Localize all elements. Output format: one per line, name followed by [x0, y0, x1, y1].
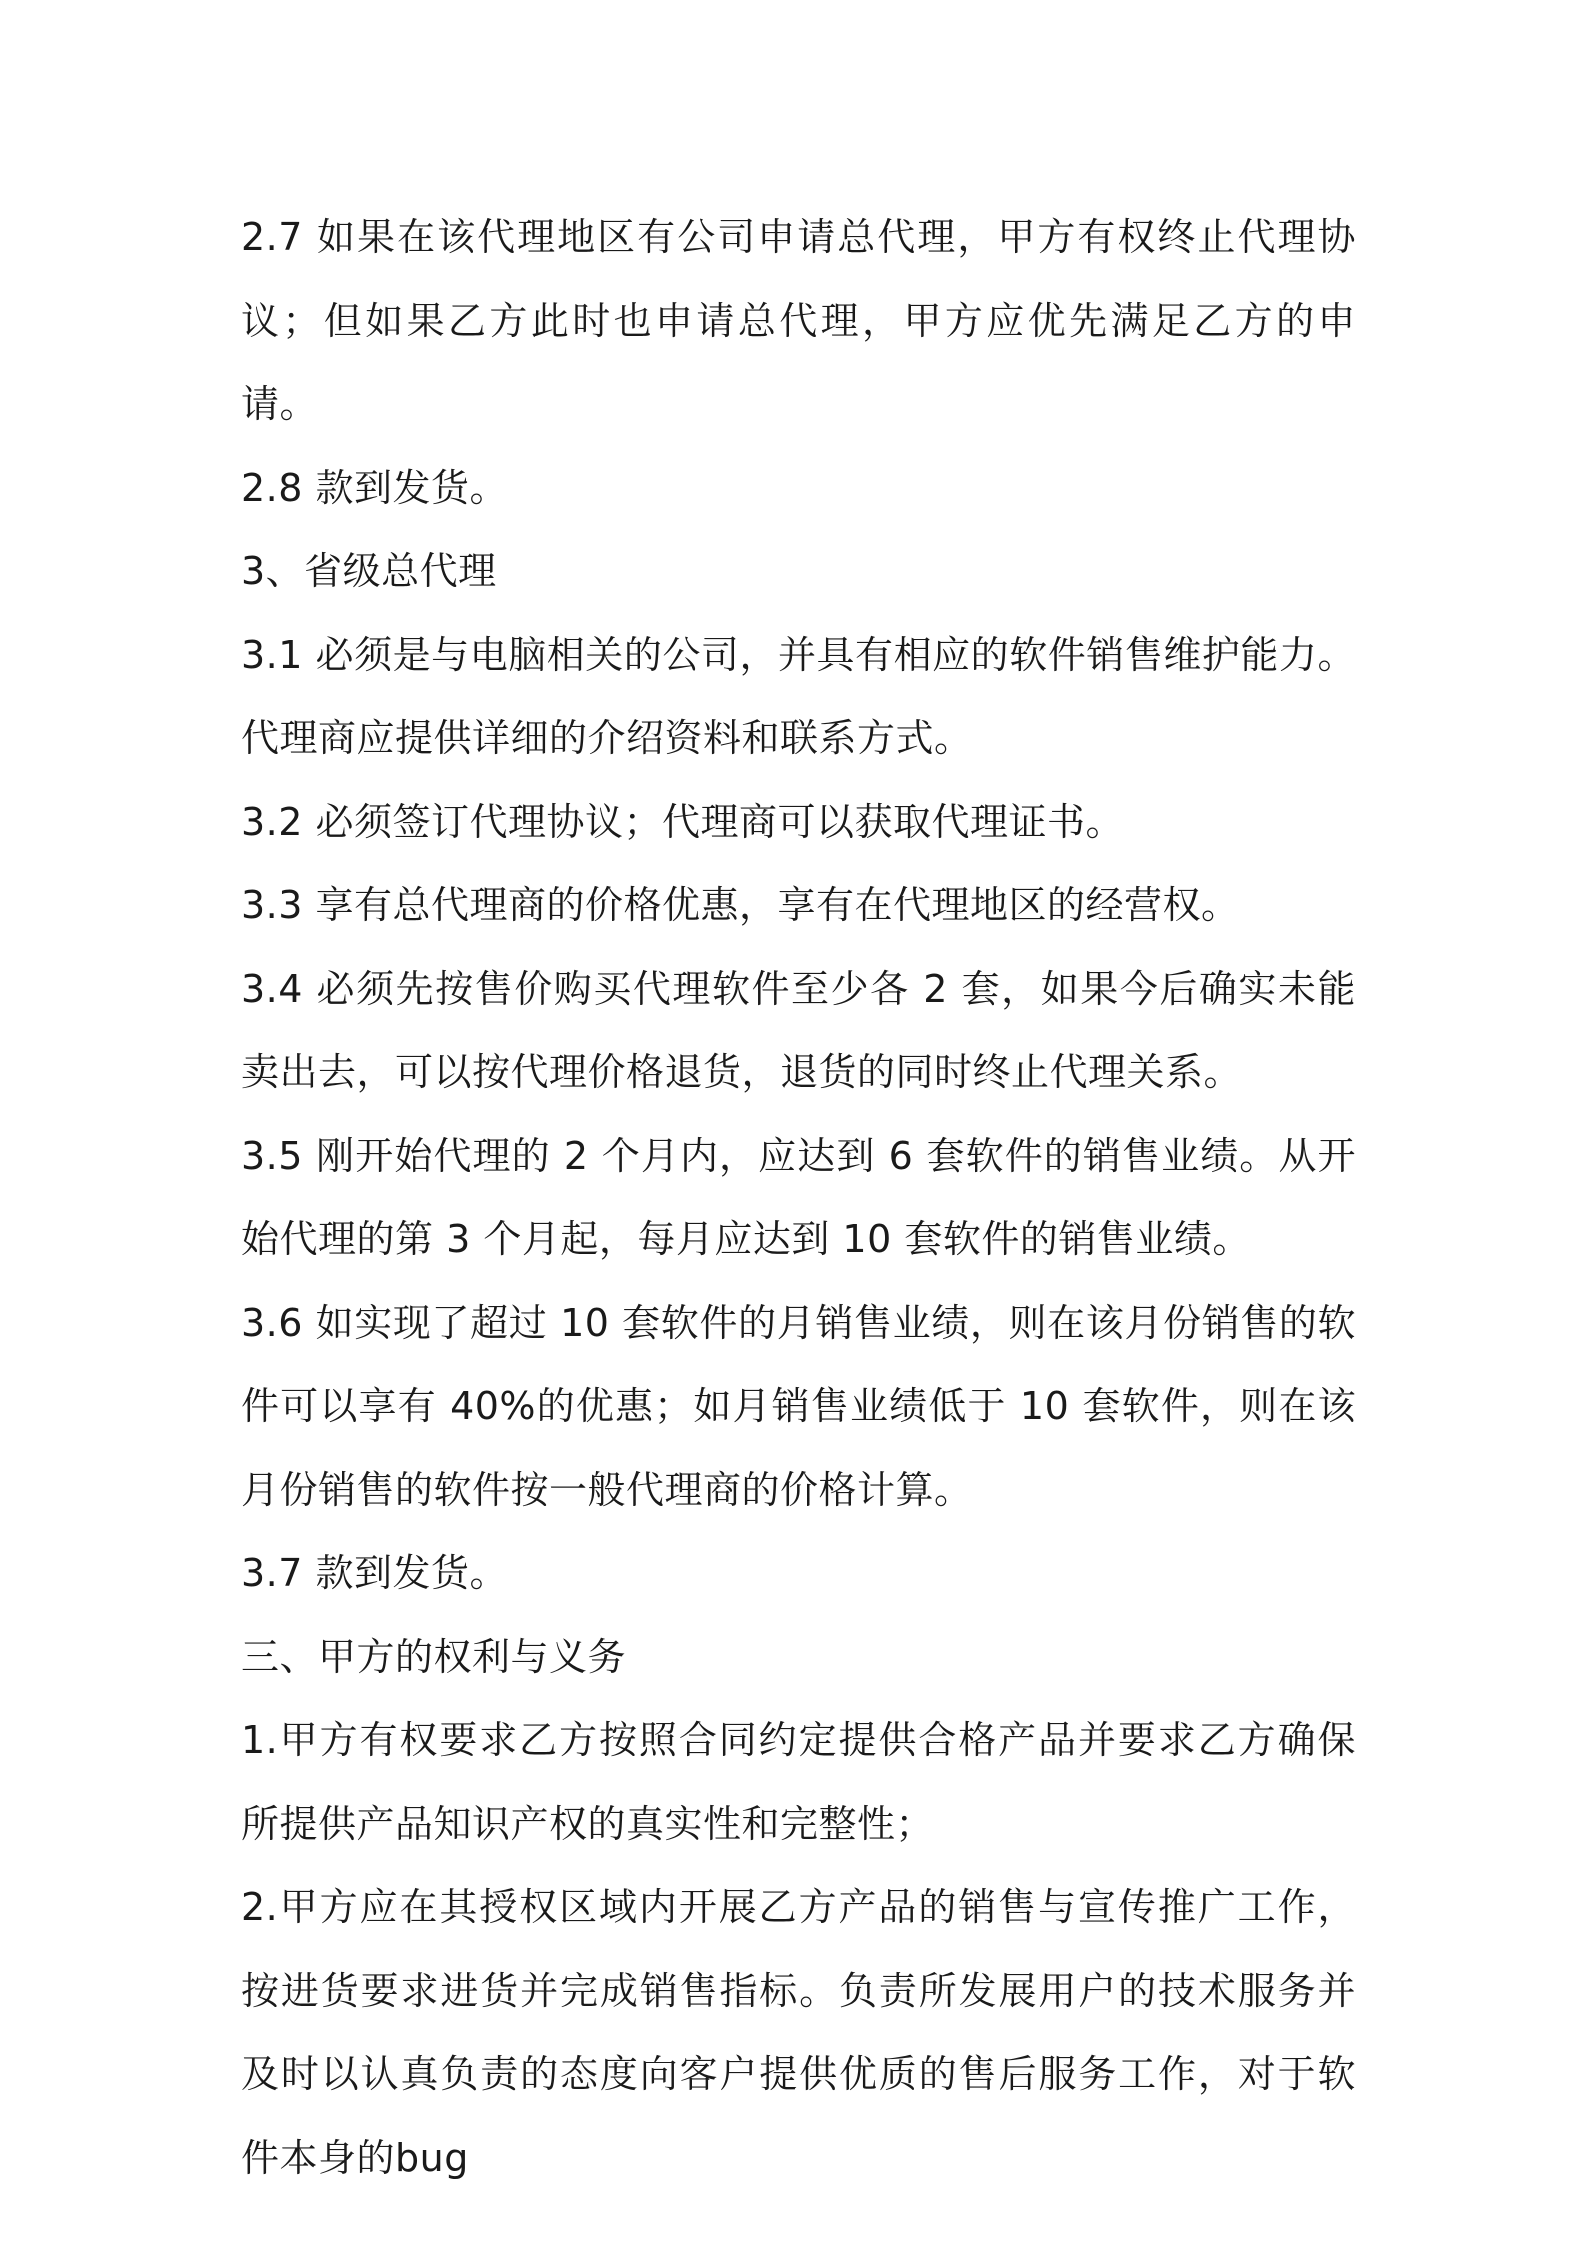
document-body	[241, 196, 1356, 2200]
clause-3-2: 3.2 必须签订代理协议；代理商可以获取代理证书。	[241, 799, 1125, 844]
clause-3-4: 3.4 必须先按售价购买代理软件至少各 2 套，如果今后确实未能卖出去，可以按代理价格退货，退货的同时终止代理关系。	[241, 966, 1356, 1094]
section-heading-3: 3、省级总代理	[241, 549, 497, 593]
clause-2-7: 2.7 如果在该代理地区有公司申请总代理，甲方有权终止代理协议；但如果乙方此时也申请总代理，甲方应优先满足乙方的申请。	[241, 215, 1356, 426]
section-heading-san: 三、甲方的权利与义务	[241, 1634, 627, 1679]
clause-3-7: 3.7 款到发货。	[241, 1551, 509, 1595]
clause-3-5: 3.5 刚开始代理的 2 个月内，应达到 6 套软件的销售业绩。从开始代理的第 3 个月起，每月应达到 10 套软件的销售业绩。	[241, 1133, 1356, 1261]
clause-3-3: 3.3 享有总代理商的价格优惠，享有在代理地区的经营权。	[241, 883, 1240, 927]
clause-2-8: 2.8 款到发货。	[241, 465, 509, 510]
clause-3-1: 3.1 必须是与电脑相关的公司，并具有相应的软件销售维护能力。代理商应提供详细的介绍资料和联系方式。	[241, 632, 1356, 760]
clause-3-6: 3.6 如实现了超过 10 套软件的月销售业绩，则在该月份销售的软件可以享有 40%的优惠；如月销售业绩低于 10 套软件，则在该月份销售的软件按一般代理商的价格计算。	[241, 1300, 1356, 1512]
obligation-1: 1.甲方有权要求乙方按照合同约定提供合格产品并要求乙方确保所提供产品知识产权的真实性和完整性；	[241, 1718, 1356, 1846]
obligation-2: 2.甲方应在其授权区域内开展乙方产品的销售与宣传推广工作，按进货要求进货并完成销售指标。负责所发展用户的技术服务并及时以认真负责的态度向客户提供优质的售后服务工作，对于软件本身的bug	[241, 1885, 1356, 2180]
